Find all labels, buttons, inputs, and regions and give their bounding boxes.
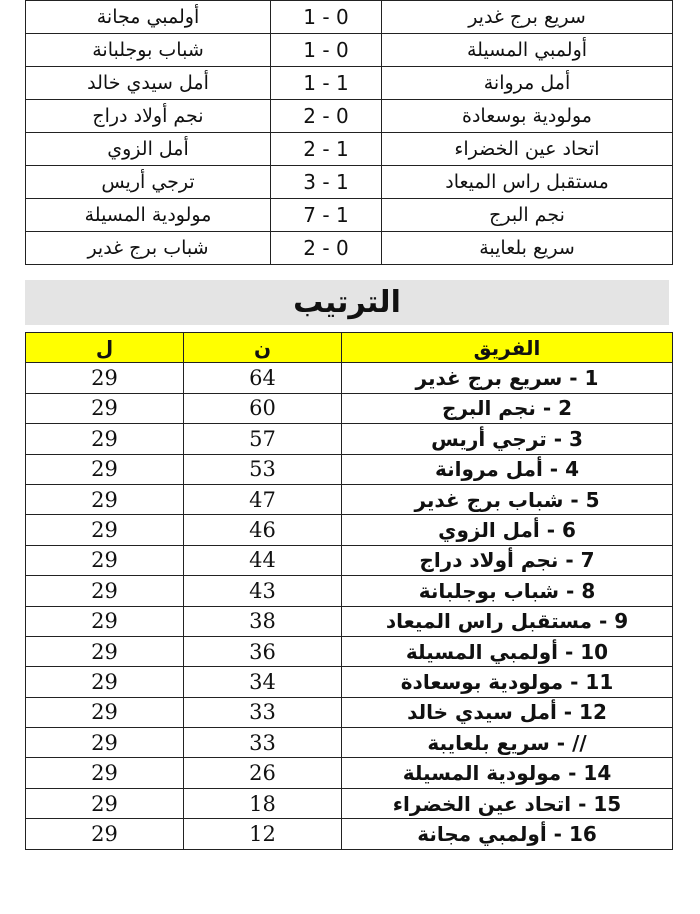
- result-home-team: أولمبي المسيلة: [382, 34, 673, 67]
- team-name: سريع برج غدير: [415, 366, 563, 391]
- team-cell: [342, 393, 673, 423]
- standings-row: [26, 545, 673, 575]
- result-home-team: سريع برج غدير: [382, 1, 673, 34]
- played-cell: 29: [26, 424, 184, 454]
- results-table: [25, 0, 673, 265]
- team-rank: 6: [561, 518, 576, 543]
- team-cell: [342, 636, 673, 666]
- result-away-team: شباب برج غدير: [26, 232, 271, 265]
- points-cell: 43: [184, 576, 342, 606]
- result-score: 2 - 1: [271, 133, 382, 166]
- result-score: 1 - 0: [271, 34, 382, 67]
- team-name: سريع بلعايبة: [427, 730, 550, 755]
- result-away-team: نجم أولاد دراج: [26, 100, 271, 133]
- result-away-team: شباب بوجلبانة: [26, 34, 271, 67]
- standings-row: [26, 363, 673, 393]
- rank-separator: -: [592, 609, 615, 634]
- points-cell: 26: [184, 758, 342, 788]
- standings-row: [26, 728, 673, 758]
- result-row: [26, 100, 673, 133]
- team-name: أمل مروانة: [435, 457, 543, 482]
- rank-separator: -: [559, 578, 582, 603]
- result-score: 7 - 1: [271, 199, 382, 232]
- result-away-team: ترجي أريس: [26, 166, 271, 199]
- played-cell: 29: [26, 393, 184, 423]
- team-name: اتحاد عين الخضراء: [392, 791, 572, 816]
- team-name: ترجي أريس: [431, 426, 547, 451]
- points-cell: 33: [184, 697, 342, 727]
- standings-row: [26, 393, 673, 423]
- team-cell: [342, 697, 673, 727]
- points-cell: 46: [184, 515, 342, 545]
- result-score: 2 - 0: [271, 232, 382, 265]
- header-played: ل: [26, 333, 184, 363]
- points-cell: 57: [184, 424, 342, 454]
- team-rank: 8: [581, 578, 596, 603]
- team-rank: 10: [580, 639, 609, 664]
- points-cell: 47: [184, 484, 342, 514]
- points-cell: 60: [184, 393, 342, 423]
- result-row: [26, 166, 673, 199]
- result-row: [26, 133, 673, 166]
- team-cell: [342, 484, 673, 514]
- result-away-team: أمل الزوي: [26, 133, 271, 166]
- team-cell: [342, 788, 673, 818]
- result-home-team: مستقبل راس الميعاد: [382, 166, 673, 199]
- result-home-team: أمل مروانة: [382, 67, 673, 100]
- result-row: [26, 232, 673, 265]
- result-away-team: أولمبي مجانة: [26, 1, 271, 34]
- result-score: 1 - 0: [271, 1, 382, 34]
- result-away-team: أمل سيدي خالد: [26, 67, 271, 100]
- result-row: [26, 34, 673, 67]
- team-rank: //: [572, 730, 587, 755]
- standings-table: [25, 332, 673, 850]
- played-cell: 29: [26, 484, 184, 514]
- team-cell: [342, 454, 673, 484]
- standings-row: [26, 667, 673, 697]
- result-home-team: سريع بلعايبة: [382, 232, 673, 265]
- result-row: [26, 199, 673, 232]
- played-cell: 29: [26, 545, 184, 575]
- standings-row: [26, 515, 673, 545]
- result-home-team: اتحاد عين الخضراء: [382, 133, 673, 166]
- points-cell: 44: [184, 545, 342, 575]
- team-cell: [342, 728, 673, 758]
- team-rank: 4: [565, 457, 579, 482]
- standings-row: [26, 697, 673, 727]
- team-name: مولودية المسيلة: [402, 761, 562, 786]
- rank-separator: -: [549, 730, 573, 755]
- standings-row: [26, 454, 673, 484]
- played-cell: 29: [26, 363, 184, 393]
- rank-separator: -: [556, 700, 580, 725]
- result-home-team: مولودية بوسعادة: [382, 100, 673, 133]
- played-cell: 29: [26, 606, 184, 636]
- points-cell: 38: [184, 606, 342, 636]
- played-cell: 29: [26, 728, 184, 758]
- team-name: أمل الزوي: [438, 518, 540, 543]
- team-name: نجم البرج: [441, 396, 536, 421]
- rank-separator: -: [535, 396, 559, 421]
- played-cell: 29: [26, 636, 184, 666]
- team-name: شباب بوجلبانة: [418, 578, 560, 603]
- result-row: [26, 1, 673, 34]
- played-cell: 29: [26, 667, 184, 697]
- team-cell: [342, 515, 673, 545]
- team-rank: 7: [580, 548, 595, 573]
- team-cell: [342, 667, 673, 697]
- team-rank: 14: [583, 761, 612, 786]
- points-cell: 64: [184, 363, 342, 393]
- standings-row: [26, 758, 673, 788]
- played-cell: 29: [26, 758, 184, 788]
- team-cell: [342, 363, 673, 393]
- rank-separator: -: [563, 487, 586, 512]
- team-rank: 12: [579, 700, 607, 725]
- team-rank: 1: [584, 366, 599, 391]
- standings-row: [26, 424, 673, 454]
- played-cell: 29: [26, 454, 184, 484]
- team-name: نجم أولاد دراج: [419, 548, 559, 573]
- result-away-team: مولودية المسيلة: [26, 199, 271, 232]
- played-cell: 29: [26, 576, 184, 606]
- standings-row: [26, 819, 673, 849]
- result-home-team: نجم البرج: [382, 199, 673, 232]
- points-cell: 34: [184, 667, 342, 697]
- team-rank: 3: [569, 426, 583, 451]
- result-score: 2 - 0: [271, 100, 382, 133]
- team-rank: 11: [585, 669, 614, 694]
- team-cell: [342, 758, 673, 788]
- standings-row: [26, 788, 673, 818]
- played-cell: 29: [26, 697, 184, 727]
- points-cell: 12: [184, 819, 342, 849]
- rank-separator: -: [562, 366, 585, 391]
- header-team: الفريق: [342, 333, 673, 363]
- standings-header-row: [26, 333, 673, 363]
- team-cell: [342, 545, 673, 575]
- rank-separator: -: [546, 821, 569, 846]
- standings-title: الترتيب: [293, 285, 401, 320]
- team-rank: 16: [568, 821, 597, 846]
- rank-separator: -: [542, 457, 566, 482]
- points-cell: 53: [184, 454, 342, 484]
- played-cell: 29: [26, 819, 184, 849]
- team-name: شباب برج غدير: [414, 487, 564, 512]
- team-name: أولمبي مجانة: [417, 821, 547, 846]
- rank-separator: -: [558, 548, 581, 573]
- team-rank: 2: [558, 396, 573, 421]
- standings-row: [26, 606, 673, 636]
- team-cell: [342, 576, 673, 606]
- standings-row: [26, 636, 673, 666]
- rank-separator: -: [571, 791, 594, 816]
- result-score: 1 - 1: [271, 67, 382, 100]
- team-cell: [342, 606, 673, 636]
- team-name: مولودية بوسعادة: [400, 669, 564, 694]
- team-name: أمل سيدي خالد: [407, 700, 557, 725]
- points-cell: 18: [184, 788, 342, 818]
- rank-separator: -: [539, 518, 562, 543]
- standings-title-bar: [25, 280, 669, 325]
- team-name: أولمبي المسيلة: [405, 639, 559, 664]
- result-score: 3 - 1: [271, 166, 382, 199]
- standings-row: [26, 484, 673, 514]
- points-cell: 36: [184, 636, 342, 666]
- rank-separator: -: [563, 669, 586, 694]
- team-rank: 9: [614, 609, 629, 634]
- played-cell: 29: [26, 788, 184, 818]
- team-name: مستقبل راس الميعاد: [385, 609, 593, 634]
- team-cell: [342, 424, 673, 454]
- rank-separator: -: [561, 761, 584, 786]
- points-cell: 33: [184, 728, 342, 758]
- rank-separator: -: [558, 639, 581, 664]
- result-row: [26, 67, 673, 100]
- team-rank: 15: [593, 791, 622, 816]
- team-cell: [342, 819, 673, 849]
- team-rank: 5: [585, 487, 600, 512]
- standings-row: [26, 576, 673, 606]
- played-cell: 29: [26, 515, 184, 545]
- header-points: ن: [184, 333, 342, 363]
- rank-separator: -: [546, 426, 570, 451]
